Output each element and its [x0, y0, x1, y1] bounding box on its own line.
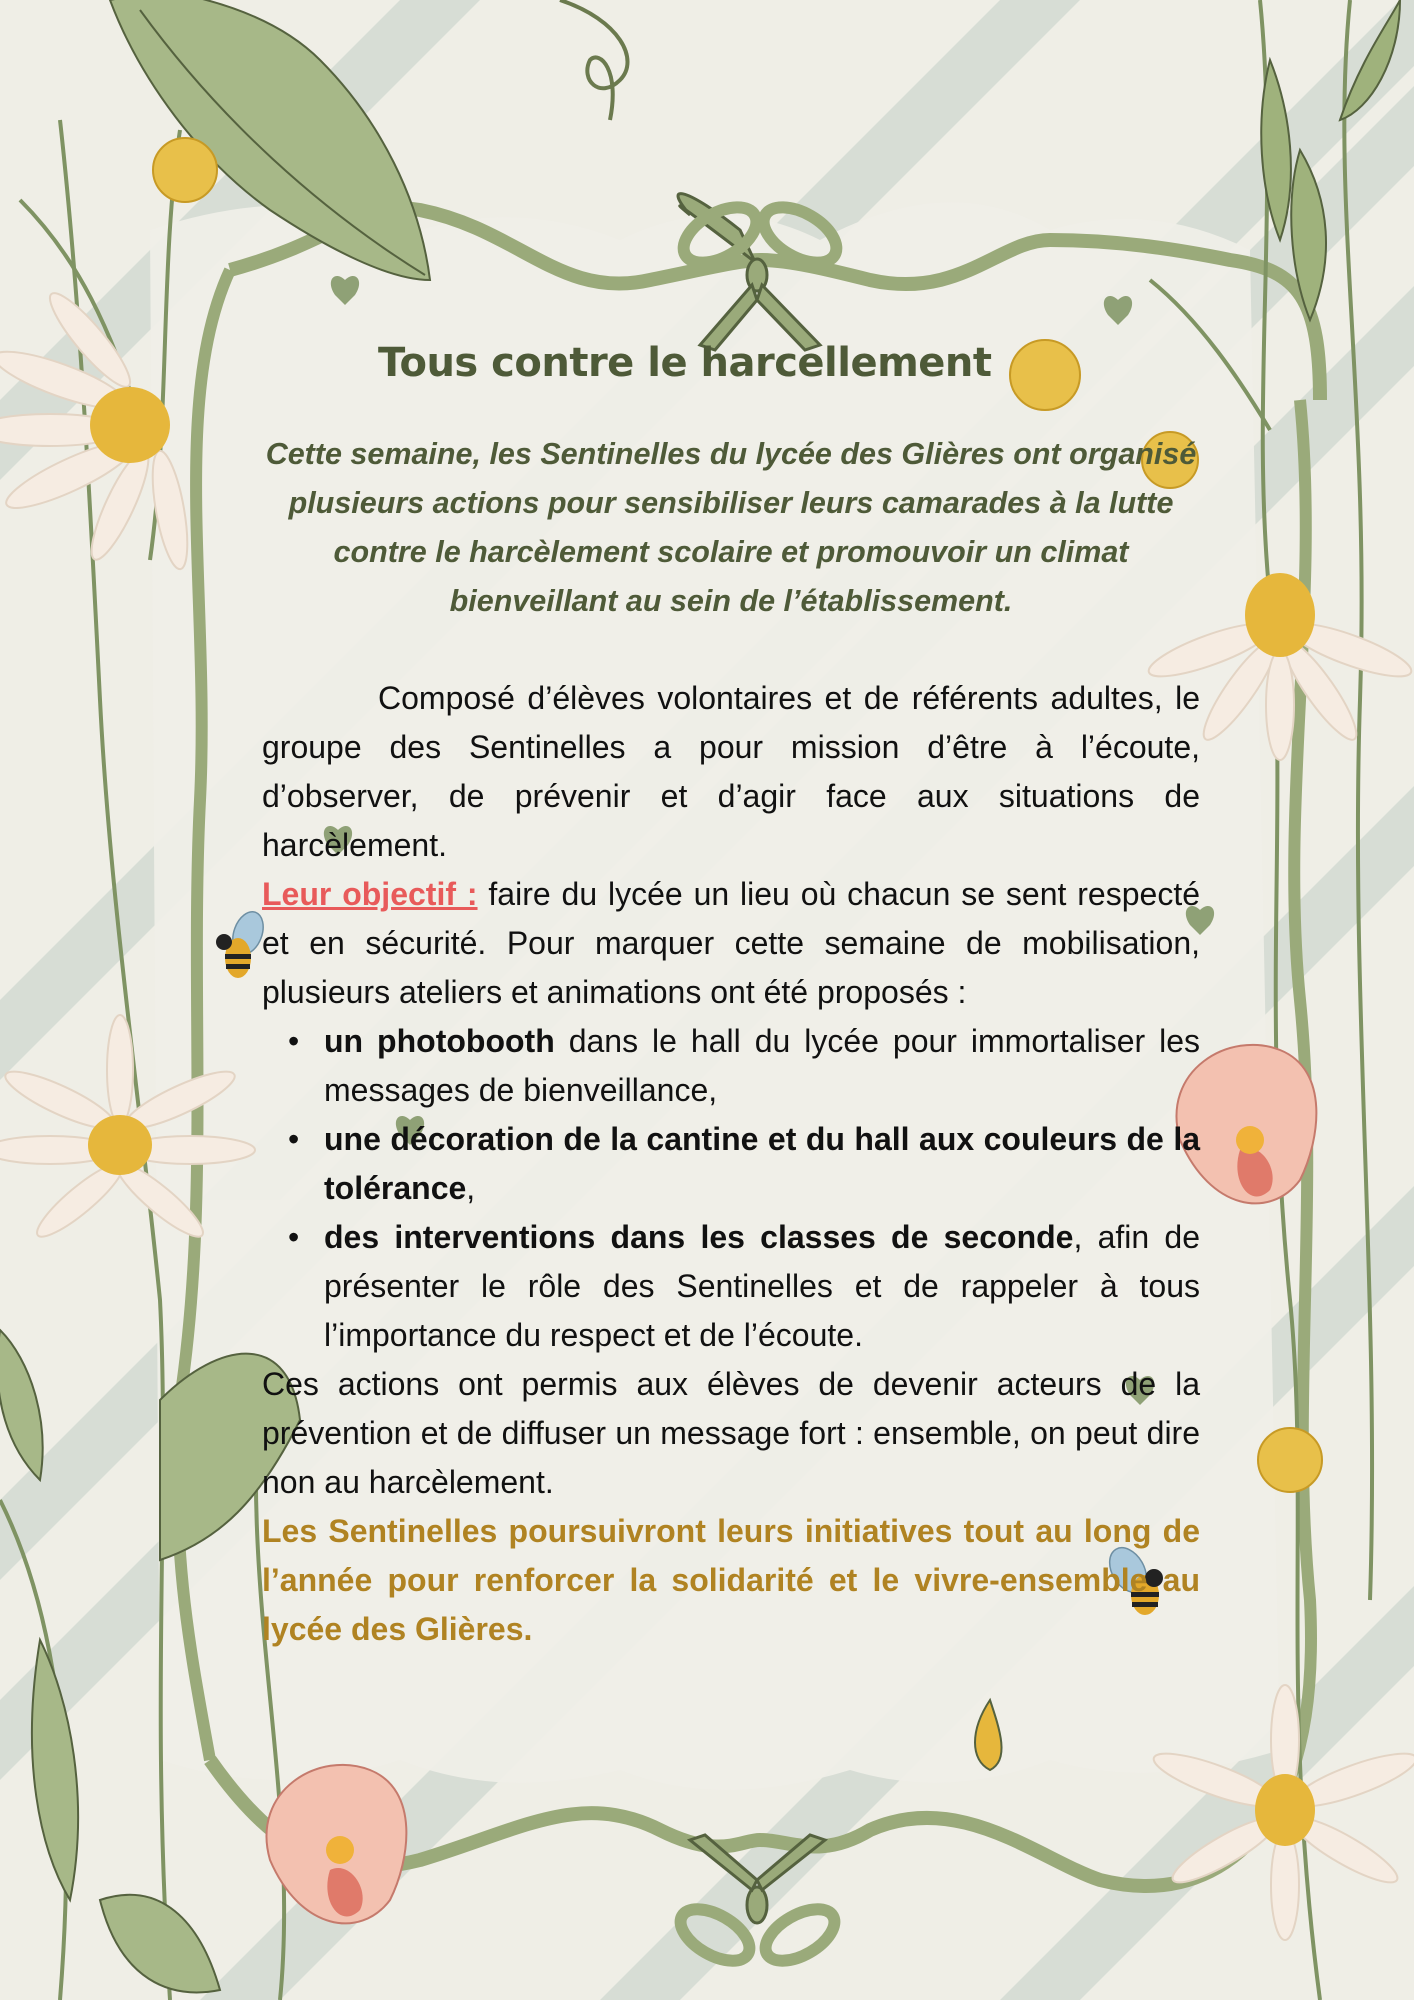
closing-paragraph: Les Sentinelles poursuivront leurs initiatives tout au long de l’année pour renforcer la solidarité et le vivre-ensemble au lycée des Glières. — [262, 1513, 1200, 1647]
list-item-bold: un photobooth — [324, 1023, 555, 1059]
objective-text: faire du lycée un lieu où chacun se sent respecté et en sécurité. Pour marquer cette semaine de mobilisation, plusieurs ateliers et animations ont été proposés : — [262, 876, 1201, 1010]
paragraph-objective — [262, 870, 1200, 1017]
pansy-icon — [266, 1765, 406, 1924]
list-item — [288, 1115, 1200, 1213]
article-body — [262, 674, 1200, 1654]
actions-list — [262, 1017, 1200, 1360]
tendril — [560, 0, 628, 120]
bullet-icon: • — [288, 1219, 300, 1255]
list-item-bold: des interventions dans les classes de seconde — [324, 1219, 1074, 1255]
bullet-icon: • — [288, 1023, 300, 1059]
list-item-text: dans le hall du lycée pour immortaliser les messages de bienveillance, — [324, 1023, 1201, 1108]
paragraph-composition: Composé d’élèves volontaires et de référents adultes, le groupe des Sentinelles a pour mission d’être à l’écoute, d’observer, de prévenir et d’agir face aux situations de harcèlement. — [262, 680, 1200, 863]
list-item-text: , afin de présenter le rôle des Sentinelles et de rappeler à tous l’importance du respect et de l’écoute. — [324, 1219, 1201, 1353]
list-item — [288, 1213, 1201, 1360]
list-item — [288, 1017, 1201, 1115]
intro-paragraph: Cette semaine, les Sentinelles du lycée des Glières ont organisé plusieurs actions pour sensibiliser leurs camarades à la lutte contre le harcèlement scolaire et promouvoir un climat bienveillant au sein de l’établissement. — [265, 437, 1197, 618]
objective-label: Leur objectif : — [262, 876, 478, 912]
list-item-text: , — [466, 1170, 476, 1206]
page-title: Tous contre le harcellement — [378, 340, 992, 386]
paragraph-outcome: Ces actions ont permis aux élèves de devenir acteurs de la prévention et de diffuser un message fort : ensemble, on peut dire non au harcèlement. — [262, 1366, 1200, 1500]
list-item-bold: une décoration de la cantine et du hall aux couleurs de la tolérance — [324, 1121, 1200, 1206]
bullet-icon: • — [288, 1121, 300, 1157]
